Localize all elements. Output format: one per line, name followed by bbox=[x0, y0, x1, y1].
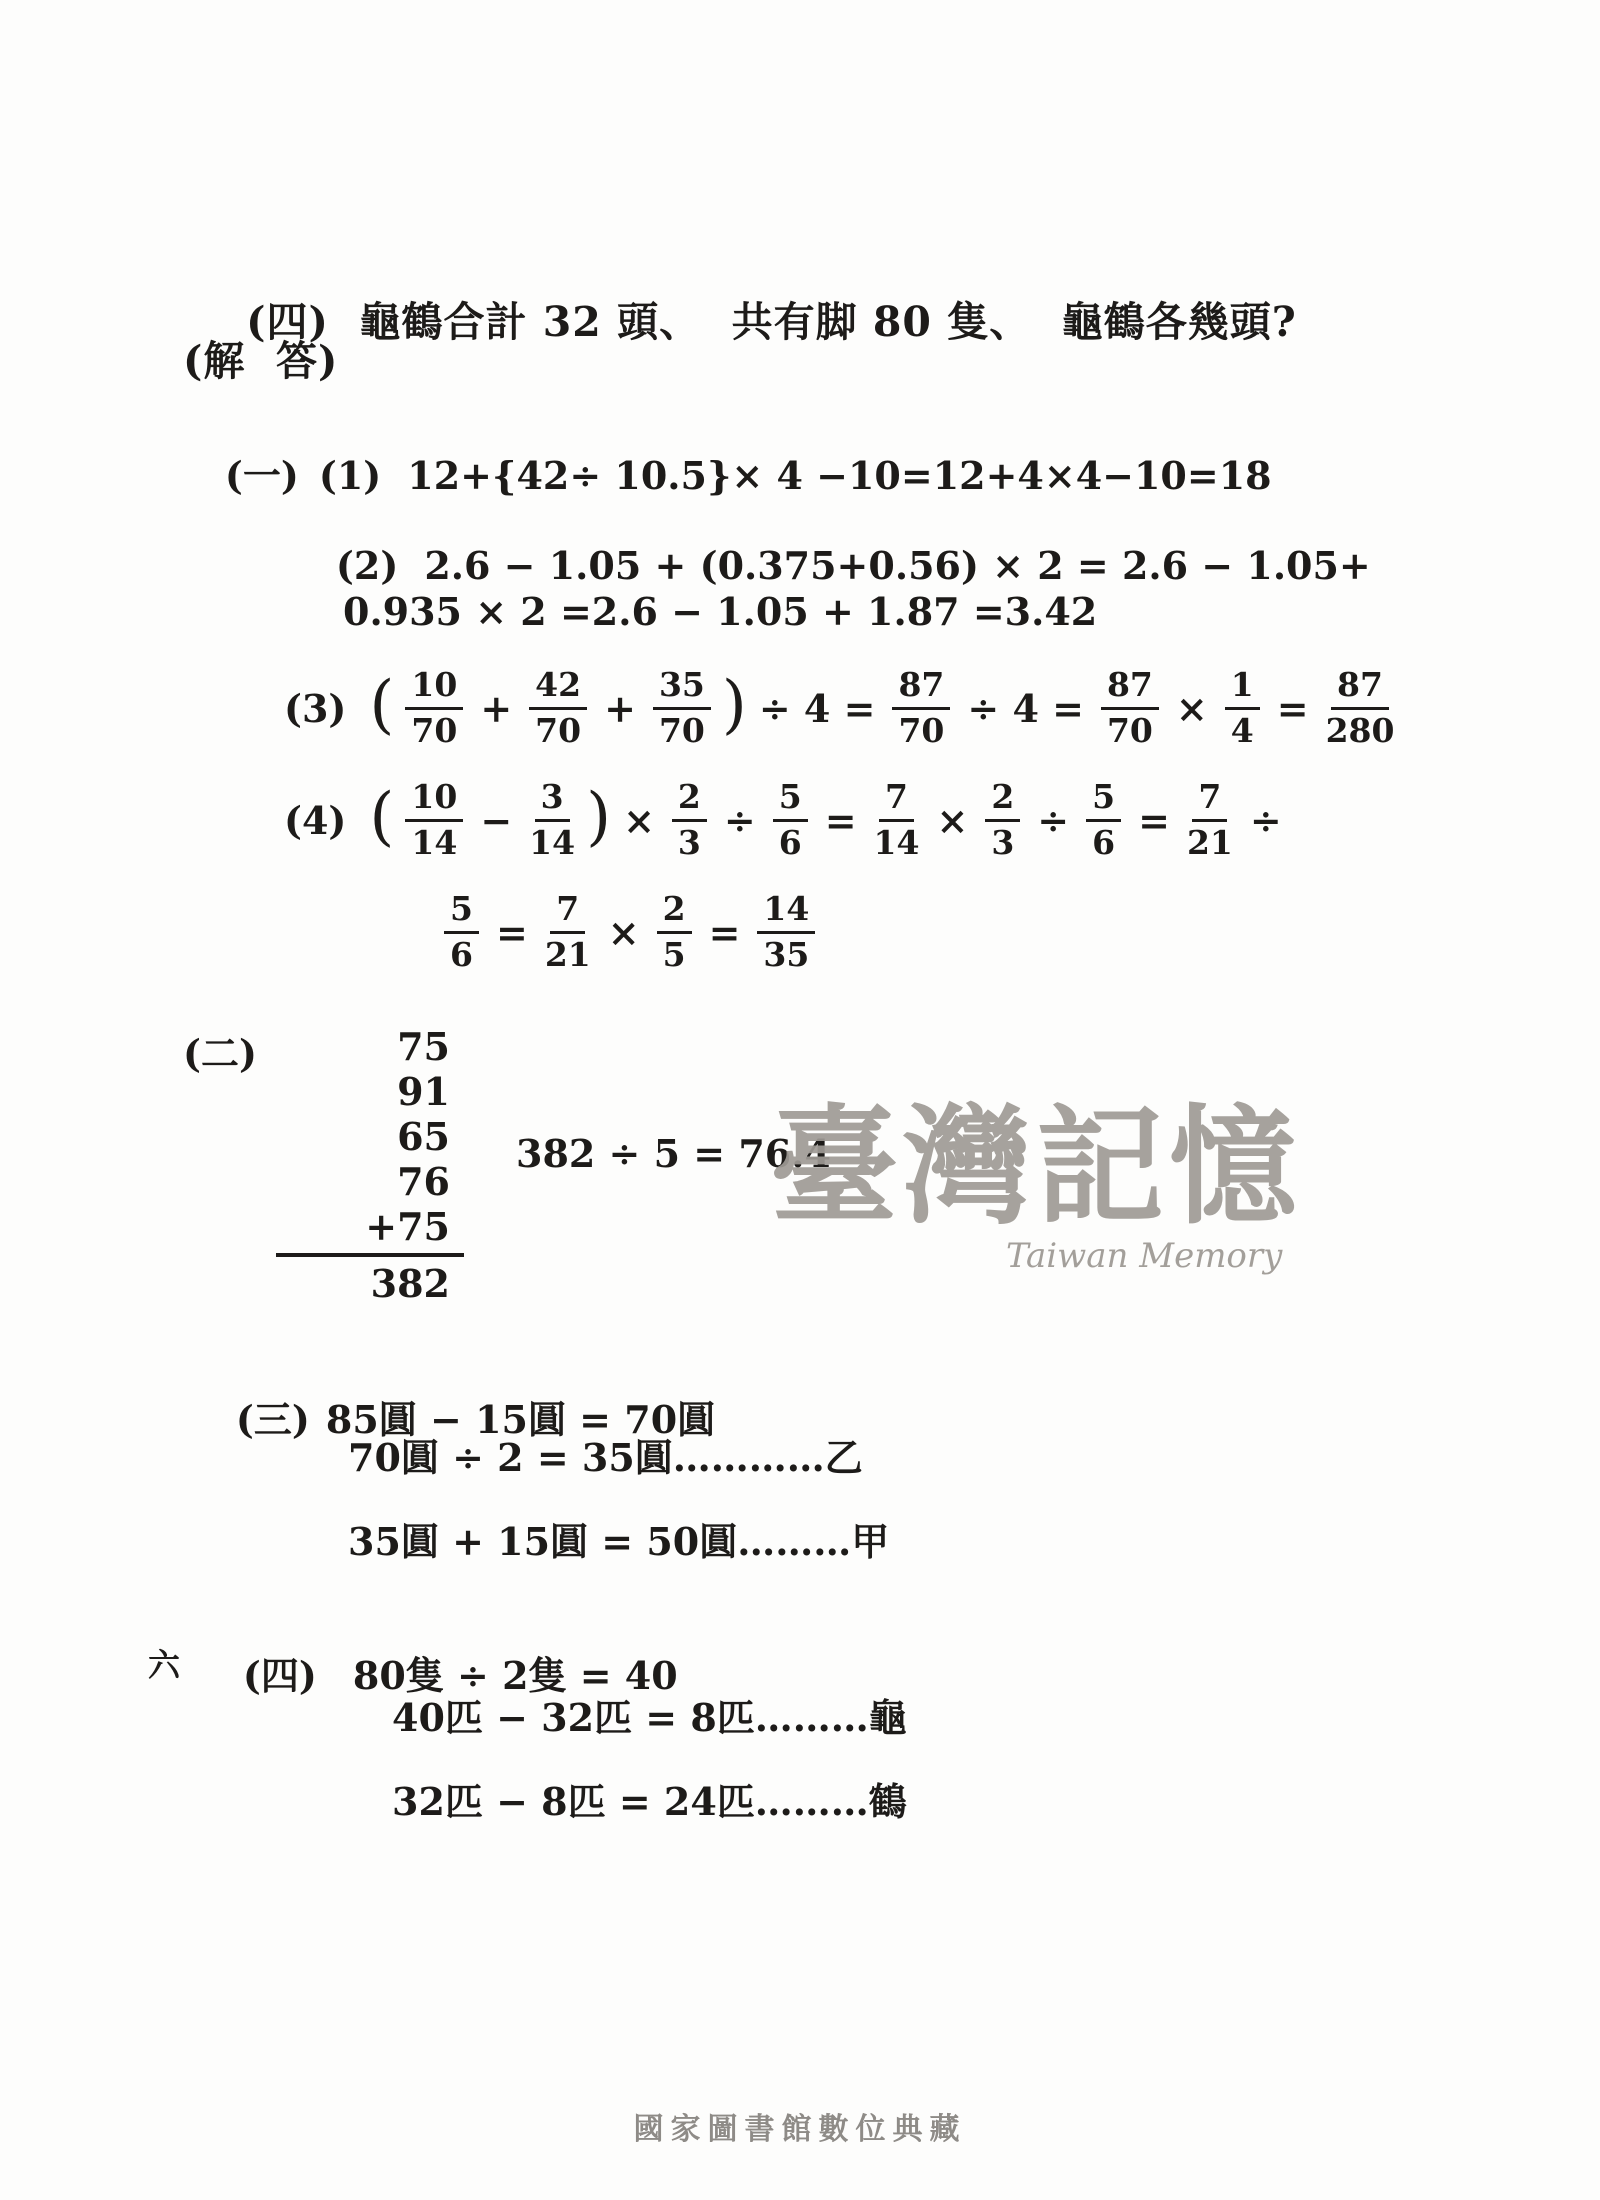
fraction: $\frac{87}{70}$ bbox=[892, 666, 950, 751]
addition-row: 65 bbox=[397, 1114, 450, 1159]
solution4-line2: 40匹 − 32匹 = 8匹………龜 bbox=[392, 1695, 907, 1740]
solution1-item4-line1 bbox=[284, 766, 1291, 874]
item4-expression-part1 bbox=[366, 778, 1290, 863]
solution2-label: (二) bbox=[183, 1031, 257, 1076]
page-footer: 國家圖書館數位典藏 bbox=[633, 2112, 967, 2147]
item2-label: (2) bbox=[335, 542, 399, 588]
parenthesis: ( bbox=[369, 780, 395, 854]
math-text: = bbox=[824, 797, 857, 843]
fraction: $\frac{2}{3}$ bbox=[985, 778, 1020, 863]
fraction: $\frac{42}{70}$ bbox=[529, 666, 587, 751]
fraction: $\frac{10}{14}$ bbox=[405, 778, 463, 863]
math-text: ÷ bbox=[723, 797, 756, 843]
fraction: $\frac{35}{70}$ bbox=[653, 666, 711, 751]
fraction: $\frac{5}{6}$ bbox=[773, 778, 808, 863]
math-text: + bbox=[480, 685, 513, 731]
math-text: + bbox=[604, 685, 636, 731]
fraction: $\frac{1}{4}$ bbox=[1225, 666, 1260, 751]
math-text: × bbox=[607, 909, 640, 955]
solution3-equation1: 85圓 − 15圓 = 70圓 bbox=[325, 1396, 716, 1442]
problem-statement-line bbox=[185, 246, 1297, 400]
fraction: $\frac{2}{5}$ bbox=[657, 890, 692, 975]
item4-label: (4) bbox=[284, 797, 347, 843]
math-text: = bbox=[1276, 685, 1309, 731]
math-text: = bbox=[495, 909, 528, 955]
math-text: ÷ 4 = bbox=[758, 685, 876, 731]
fraction: $\frac{10}{70}$ bbox=[405, 666, 463, 751]
solution2-equation: 382 ÷ 5 = 76.4 bbox=[516, 1131, 831, 1176]
fraction: $\frac{7}{14}$ bbox=[873, 776, 920, 862]
item4-expression-part2 bbox=[436, 890, 823, 975]
math-text: × bbox=[1175, 685, 1208, 731]
solution1-item4-line2 bbox=[436, 878, 823, 986]
margin-page-number: 六 bbox=[148, 1646, 181, 1684]
problem-text: 龜鶴合計 32 頭、 共有脚 80 隻、 龜鶴各幾頭? bbox=[359, 298, 1297, 347]
math-text: × bbox=[623, 797, 655, 843]
addition-row-plus: +75 bbox=[365, 1204, 450, 1249]
math-text: × bbox=[936, 797, 969, 843]
solution1-item3-line bbox=[284, 654, 1402, 762]
solution3-line2: 70圓 ÷ 2 = 35圓…………乙 bbox=[348, 1435, 863, 1480]
parenthesis: ( bbox=[369, 668, 395, 742]
math-text: − bbox=[480, 797, 513, 843]
item3-expression bbox=[366, 666, 1402, 751]
item2-expression-part1: 2.6 − 1.05 + (0.375+0.56) × 2 = 2.6 − 1.05+ bbox=[424, 542, 1371, 588]
answer-heading: (解 答) bbox=[183, 337, 339, 385]
addition-row: 76 bbox=[397, 1159, 450, 1204]
fraction: $\frac{14}{35}$ bbox=[757, 890, 815, 975]
parenthesis: ) bbox=[586, 780, 612, 854]
solution4-equation1: 80隻 ÷ 2隻 = 40 bbox=[352, 1652, 678, 1698]
math-text: ÷ 4 = bbox=[967, 685, 1084, 731]
addition-row: 91 bbox=[397, 1069, 450, 1114]
addition-sum: 382 bbox=[370, 1261, 450, 1306]
item1-expression: 12+{42÷ 10.5}× 4 −10=12+4×4−10=18 bbox=[407, 452, 1272, 498]
fraction: $\frac{87}{70}$ bbox=[1101, 666, 1159, 751]
solution1-label: (一) bbox=[224, 452, 299, 498]
addition-column bbox=[318, 1024, 450, 1306]
problem-label: (四) bbox=[246, 298, 329, 347]
solution4-label: (四) bbox=[242, 1652, 317, 1698]
item1-label: (1) bbox=[318, 452, 382, 498]
addition-row: 75 bbox=[397, 1024, 450, 1069]
fraction: $\frac{5}{6}$ bbox=[1086, 778, 1121, 863]
math-text: = bbox=[1138, 797, 1170, 843]
fraction: $\frac{7}{21}$ bbox=[1186, 776, 1233, 862]
fraction: $\frac{2}{3}$ bbox=[672, 778, 707, 863]
parenthesis: ) bbox=[721, 668, 747, 742]
math-text: = bbox=[708, 909, 741, 955]
fraction: $\frac{7}{21}$ bbox=[544, 888, 591, 974]
fraction: $\frac{5}{6}$ bbox=[444, 890, 479, 975]
math-text: ÷ bbox=[1249, 797, 1282, 843]
solution4-line3: 32匹 − 8匹 = 24匹………鶴 bbox=[392, 1779, 907, 1824]
fraction: $\frac{3}{14}$ bbox=[529, 776, 576, 862]
solution3-line3: 35圓 + 15圓 = 50圓………甲 bbox=[348, 1519, 890, 1564]
watermark-latin: Taiwan Memory bbox=[1006, 1236, 1283, 1276]
solution1-item2-line2: 0.935 × 2 =2.6 − 1.05 + 1.87 =3.42 bbox=[343, 589, 1098, 634]
solution3-label: (三) bbox=[235, 1396, 310, 1442]
math-text: ÷ bbox=[1037, 797, 1070, 843]
watermark-cjk: 臺灣記憶 bbox=[770, 1092, 1303, 1242]
item3-label: (3) bbox=[284, 685, 347, 731]
fraction: $\frac{87}{280}$ bbox=[1325, 664, 1395, 750]
sum-rule bbox=[276, 1253, 464, 1257]
